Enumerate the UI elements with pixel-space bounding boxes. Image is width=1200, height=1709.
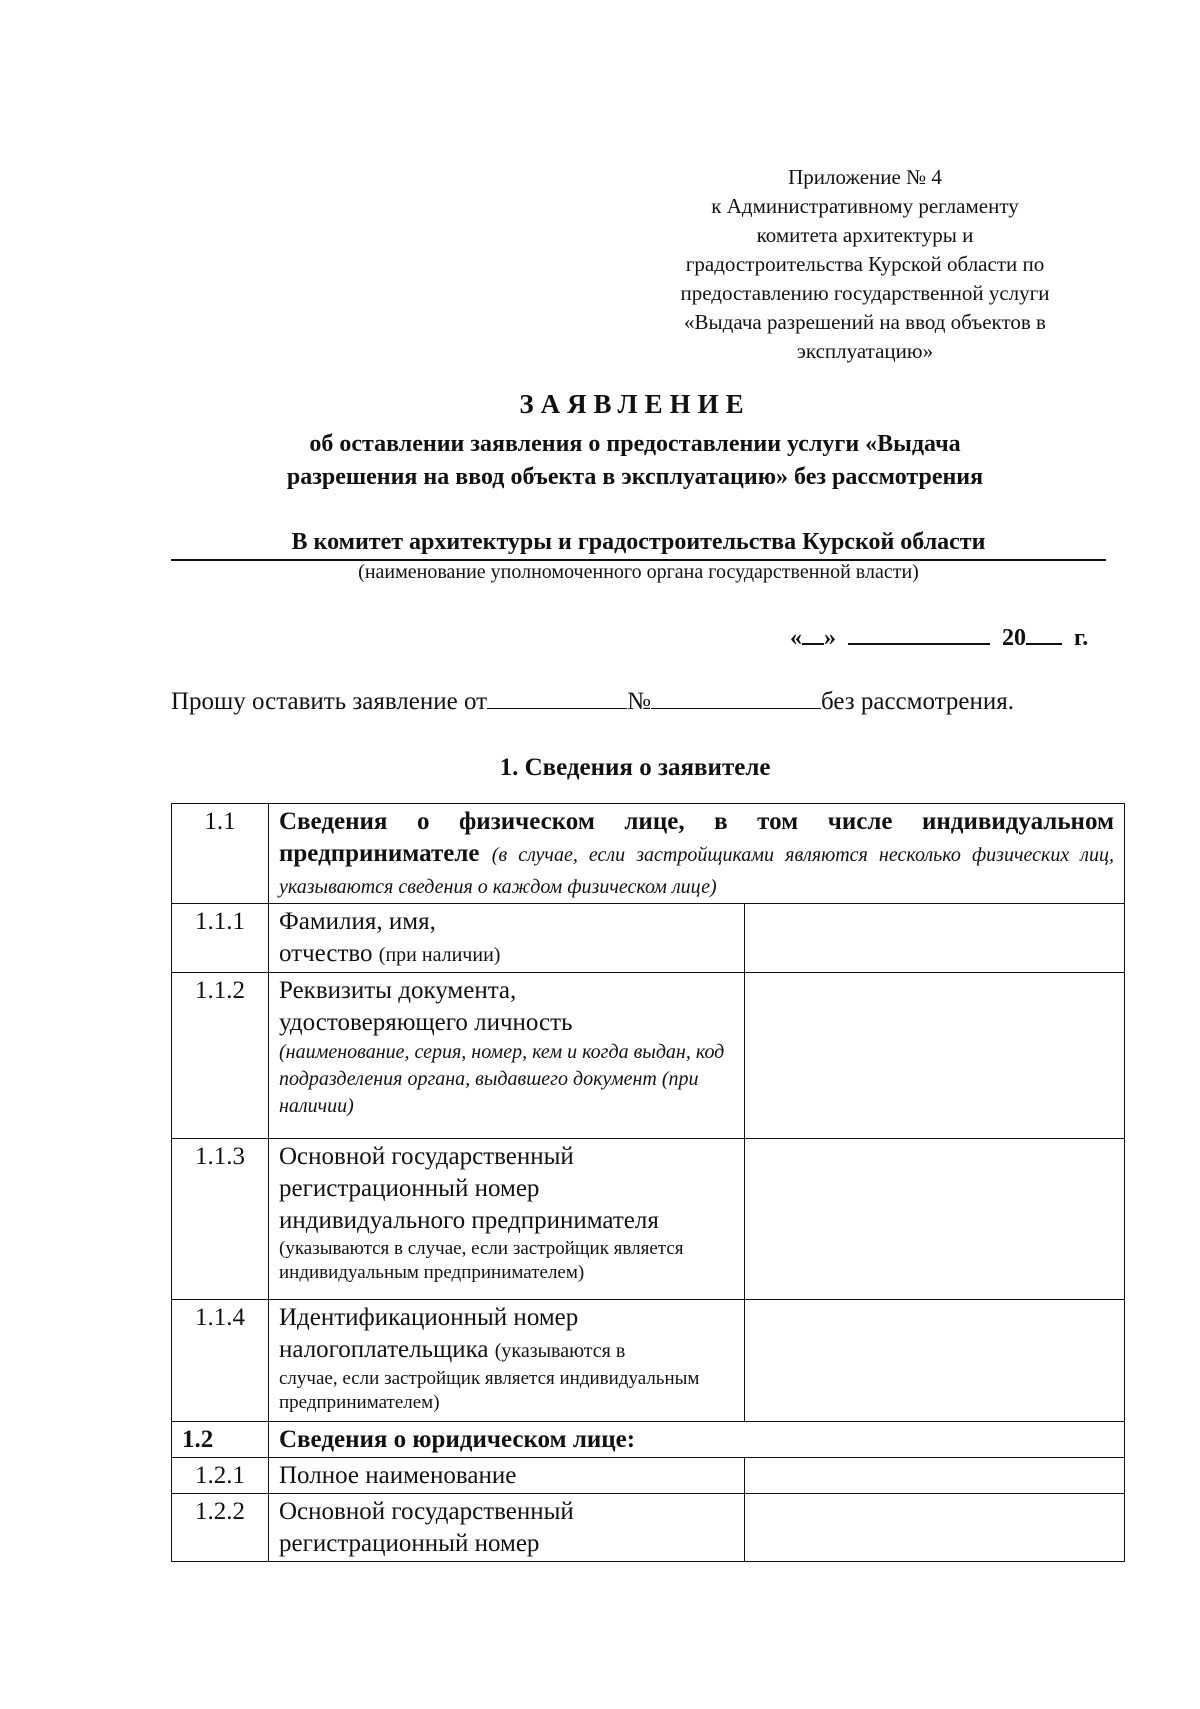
row-label-line: регистрационный номер [279, 1175, 540, 1202]
request-line [171, 688, 1121, 716]
date-line [790, 623, 1110, 652]
applicant-table [171, 803, 1125, 1562]
subtitle-line: разрешения на ввод объекта в эксплуатацию» без рассмотрения [286, 464, 984, 490]
row-label-cell [269, 1494, 745, 1562]
table-row [172, 1422, 1125, 1458]
table-row [172, 1458, 1125, 1494]
row-label-line: Основной государственный [279, 1498, 574, 1525]
row-label-line: налогоплательщика [279, 1336, 489, 1363]
row-label-line: индивидуального предпринимателя [279, 1207, 659, 1234]
row-hint: (при наличии) [378, 944, 501, 966]
row-header-text [279, 806, 1114, 902]
row-label-cell [269, 1139, 745, 1300]
addressee-field: В комитет архитектуры и градостроительства Курской области [171, 525, 1106, 561]
appendix-line: Приложение № 4 [788, 165, 942, 189]
row-number: 1.1.2 [172, 973, 269, 1139]
request-text-start: Прошу оставить заявление от [171, 688, 488, 715]
date-open-quote: « [790, 625, 802, 651]
table-row [172, 804, 1125, 904]
year-blank[interactable] [1026, 623, 1062, 645]
row-number: 1.2 [172, 1422, 269, 1458]
request-date-blank[interactable] [487, 688, 627, 709]
row-label-line: отчество [279, 940, 373, 967]
subtitle-line: об оставлении заявления о предоставлении услуги «Выдача [309, 431, 961, 457]
row-hint: случае, если застройщик является индивидуальным предпринимателем) [279, 1368, 700, 1413]
day-blank[interactable] [802, 623, 824, 645]
table-row [172, 1139, 1125, 1300]
row-label-cell: Полное наименование [269, 1458, 745, 1494]
row-label-line: Основной государственный [279, 1143, 574, 1170]
request-number-blank[interactable] [651, 688, 821, 709]
row-number: 1.1.3 [172, 1139, 269, 1300]
row-label-cell [269, 973, 745, 1139]
table-row [172, 1494, 1125, 1562]
row-label-cell [269, 1300, 745, 1422]
table-row [172, 973, 1125, 1139]
appendix-line: эксплуатацию» [796, 339, 934, 363]
date-close-quote: » [824, 625, 836, 651]
addressee-hint: (наименование уполномоченного органа государственной власти) [358, 561, 919, 583]
row-header-label: Сведения о физическом лице, в том числе индивидуальном предпринимателе [279, 808, 1114, 867]
row-label-line: Реквизиты документа, [279, 977, 517, 1004]
id-document-input-cell[interactable] [745, 973, 1125, 1139]
number-sign: № [627, 688, 651, 715]
row-number: 1.2.1 [172, 1458, 269, 1494]
row-label-line: Фамилия, имя, [279, 908, 436, 935]
row-label-cell [269, 904, 745, 973]
request-text-end: без рассмотрения. [820, 688, 1014, 715]
full-legal-name-input-cell[interactable] [745, 1458, 1125, 1494]
row-number: 1.1.1 [172, 904, 269, 973]
row-hint: (наименование, серия, номер, кем и когда выдан, код подразделения органа, выдавшего документ (при наличии) [279, 1041, 725, 1117]
appendix-line: комитета архитектуры и [756, 223, 974, 247]
appendix-line: «Выдача разрешений на ввод объектов в [684, 310, 1046, 334]
row-number: 1.2.2 [172, 1494, 269, 1562]
table-row [172, 904, 1125, 973]
row-label-line: регистрационный номер [279, 1530, 540, 1557]
document-subtitle [170, 428, 1100, 494]
row-header-hint: (в случае, если застройщиками являются несколько физических лиц, указываются сведения о каждом физическом лице) [279, 844, 1115, 898]
year-suffix: г. [1074, 625, 1089, 651]
row-label-line: Идентификационный номер [279, 1304, 579, 1331]
month-blank[interactable] [848, 623, 990, 645]
row-number: 1.1.4 [172, 1300, 269, 1422]
appendix-line: к Административному регламенту [711, 194, 1019, 218]
row-hint: (указываются в [494, 1340, 626, 1362]
table-row [172, 1300, 1125, 1422]
row-header-cell: Сведения о юридическом лице: [269, 1422, 1125, 1458]
section-title: 1. Сведения о заявителе [499, 754, 771, 781]
year-prefix: 20 [1002, 625, 1026, 651]
ogrn-input-cell[interactable] [745, 1494, 1125, 1562]
row-number: 1.1 [172, 804, 269, 904]
appendix-line: градостроительства Курской области по [685, 252, 1045, 276]
full-name-input-cell[interactable] [745, 904, 1125, 973]
ogrnip-input-cell[interactable] [745, 1139, 1125, 1300]
inn-input-cell[interactable] [745, 1300, 1125, 1422]
row-header-cell [269, 804, 1125, 904]
row-hint: (указываются в случае, если застройщик является индивидуальным предпринимателем) [279, 1238, 684, 1283]
appendix-block [640, 163, 1090, 366]
document-title: ЗАЯВЛЕНИЕ [519, 389, 751, 419]
row-label-line: удостоверяющего личность [279, 1009, 573, 1036]
appendix-line: предоставлению государственной услуги [680, 281, 1050, 305]
